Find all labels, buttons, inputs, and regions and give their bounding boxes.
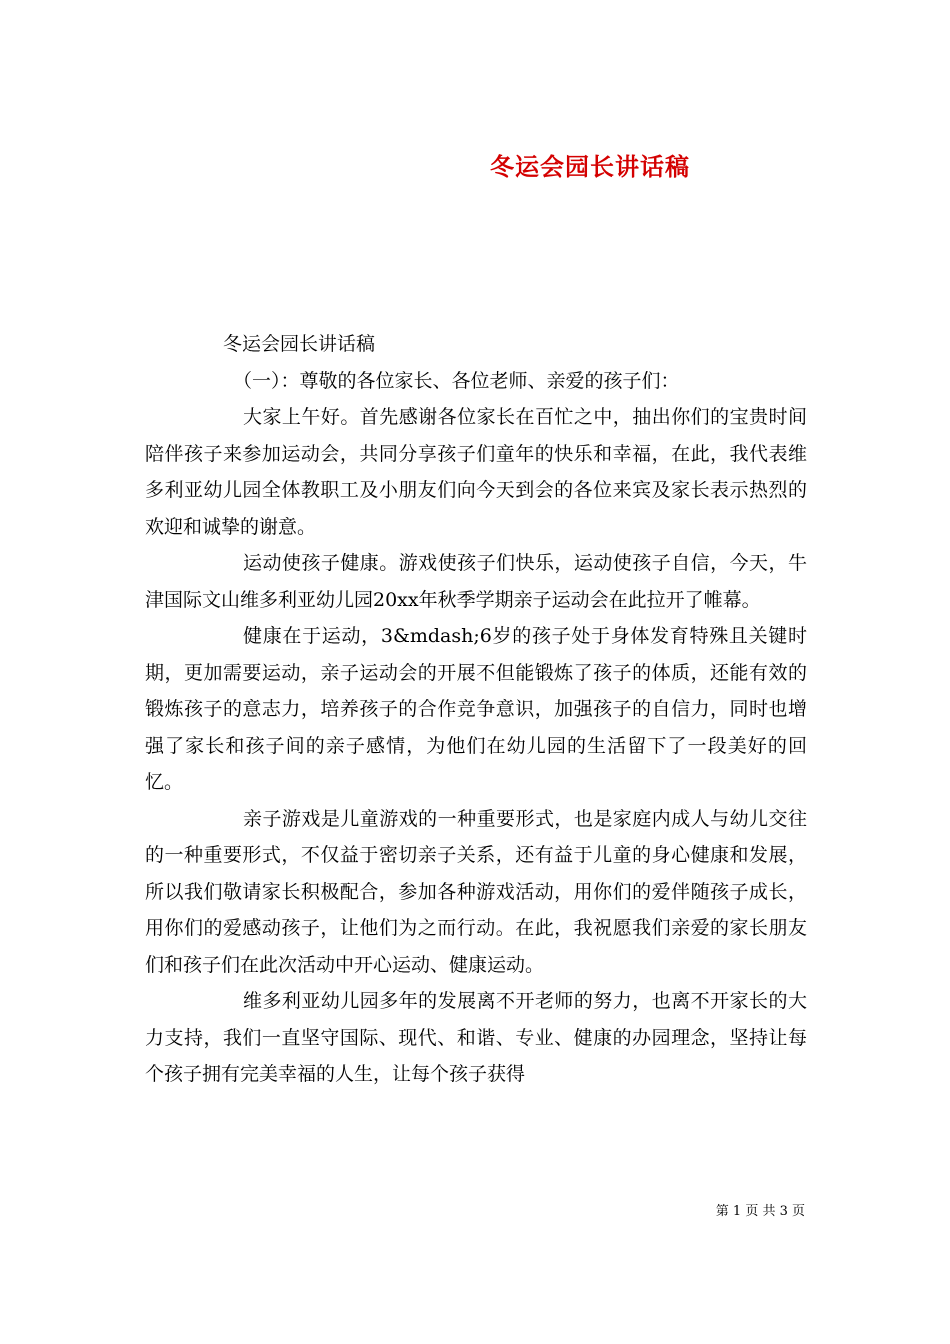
- paragraph-5: 维多利亚幼儿园多年的发展离不开老师的努力，也离不开家长的大力支持，我们一直坚守国际、现代、和谐、专业、健康的办园理念，坚持让每个孩子拥有完美幸福的人生，让每个孩子获得: [145, 990, 807, 1085]
- paragraph-2: 运动使孩子健康。游戏使孩子们快乐，运动使孩子自信，今天，牛津国际文山维多利亚幼儿园20xx年秋季学期亲子运动会在此拉开了帷幕。: [145, 552, 807, 611]
- page-number-footer: 第 1 页 共 3 页: [715, 1204, 805, 1219]
- document-subtitle: 冬运会园长讲话稿: [223, 333, 376, 355]
- page-title: 冬运会园长讲话稿: [490, 152, 690, 182]
- greeting-line: （一）：尊敬的各位家长、各位老师、亲爱的孩子们：: [233, 369, 680, 392]
- paragraph-1: 大家上午好。首先感谢各位家长在百忙之中，抽出你们的宝贵时间陪伴孩子来参加运动会，共同分享孩子们童年的快乐和幸福，在此，我代表维多利亚幼儿园全体教职工及小朋友们向今天到会的各位来宾及家长表示热烈的欢迎和诚挚的谢意。: [145, 406, 807, 538]
- paragraph-3: 健康在于运动，3&mdash;6岁的孩子处于身体发育特殊且关键时期，更加需要运动，亲子运动会的开展不但能锻炼了孩子的体质，还能有效的锻炼孩子的意志力，培养孩子的合作竞争意识，加强孩子的自信力，同时也增强了家长和孩子间的亲子感情，为他们在幼儿园的生活留下了一段美好的回忆。: [145, 625, 807, 793]
- document-body: [145, 326, 807, 1093]
- paragraph-4: 亲子游戏是儿童游戏的一种重要形式，也是家庭内成人与幼儿交往的一种重要形式，不仅益于密切亲子关系，还有益于儿童的身心健康和发展，所以我们敬请家长积极配合，参加各种游戏活动，用你们的爱伴随孩子成长，用你们的爱感动孩子，让他们为之而行动。在此，我祝愿我们亲爱的家长朋友们和孩子们在此次活动中开心运动、健康运动。: [145, 807, 807, 976]
